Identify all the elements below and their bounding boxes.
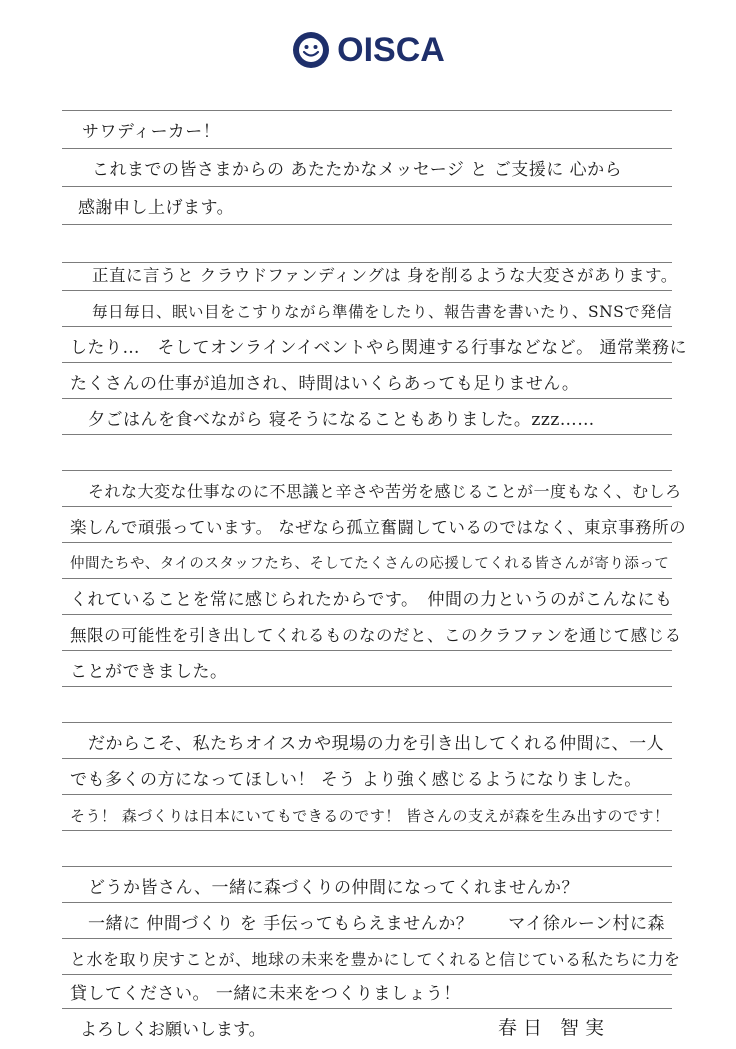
letter-line: くれていることを常に感じられたからです。 仲間の力というのがこんなにも bbox=[70, 590, 673, 610]
ruled-line bbox=[62, 148, 672, 149]
logo-text: OISCA bbox=[337, 30, 445, 69]
letter-line: そう！ 森づくりは日本にいてもできるのです！ 皆さんの支えが森を生み出すのです！ bbox=[70, 807, 670, 825]
ruled-line bbox=[62, 186, 672, 187]
ruled-line bbox=[62, 110, 672, 111]
ruled-line bbox=[62, 614, 672, 615]
letter-line: どうか皆さん、一緒に森づくりの仲間になってくれませんか？ bbox=[88, 878, 580, 898]
letter-line: と水を取り戻すことが、地球の未来を豊かにしてくれると信じている私たちに力を bbox=[70, 950, 681, 969]
ruled-line bbox=[62, 866, 672, 867]
letter-line: ことができました。 bbox=[70, 662, 228, 682]
letter-line: 感謝申し上げます。 bbox=[78, 198, 235, 218]
ruled-line bbox=[62, 722, 672, 723]
ruled-line bbox=[62, 434, 672, 435]
letter-line: だからこそ、私たちオイスカや現場の力を引き出してくれる仲間に、一人 bbox=[88, 734, 665, 754]
ruled-line bbox=[62, 830, 672, 831]
letter-line: たくさんの仕事が追加され、時間はいくらあっても足りません。 bbox=[70, 374, 580, 394]
smiley-logo-icon bbox=[291, 30, 331, 70]
oisca-logo bbox=[0, 30, 736, 70]
letter-line: 仲間たちや、タイのスタッフたち、そしてたくさんの応援してくれる皆さんが寄り添って bbox=[70, 556, 670, 572]
ruled-line bbox=[62, 470, 672, 471]
letter-line: 貸してください。 一緒に未来をつくりましょう！ bbox=[70, 984, 461, 1004]
letter-line: でも多くの方になってほしい！ そう より強く感じるようになりました。 bbox=[70, 770, 642, 790]
ruled-line bbox=[62, 650, 672, 651]
ruled-line bbox=[62, 326, 672, 327]
letter-line: それな大変な仕事なのに不思議と辛さや苦労を感じることが一度もなく、むしろ bbox=[88, 482, 682, 501]
signature: 春日 智実 bbox=[498, 1017, 611, 1039]
ruled-line bbox=[62, 542, 672, 543]
letter-line: 夕ごはんを食べながら 寝そうになることもありました。zzz…… bbox=[88, 410, 595, 430]
ruled-line bbox=[62, 758, 672, 759]
letter-line: 一緒に 仲間づくり を 手伝ってもらえませんか？ マイ徐ルーン村に森 bbox=[88, 914, 666, 934]
ruled-line bbox=[62, 262, 672, 263]
ruled-line bbox=[62, 506, 672, 507]
letter-line: 無限の可能性を引き出してくれるものなのだと、このクラファンを通じて感じる bbox=[70, 626, 682, 645]
letter-line: 正直に言うと クラウドファンディングは 身を削るような大変さがあります。 bbox=[92, 266, 678, 285]
ruled-line bbox=[62, 686, 672, 687]
ruled-line bbox=[62, 794, 672, 795]
letter-line: サワディーカー！ bbox=[82, 122, 221, 142]
ruled-line bbox=[62, 224, 672, 225]
ruled-line bbox=[62, 398, 672, 399]
letter-line: 楽しんで頑張っています。 なぜなら孤立奮闘しているのではなく、東京事務所の bbox=[70, 518, 687, 537]
letter-line: 毎日毎日、眠い目をこすりながら準備をしたり、報告書を書いたり、SNSで発信 bbox=[92, 303, 673, 321]
ruled-line bbox=[62, 290, 672, 291]
letter-line: したり… そしてオンラインイベントやら関連する行事などなど。 通常業務に bbox=[70, 338, 688, 358]
letter-line: これまでの皆さまからの あたたかなメッセージ と ご支援に 心から bbox=[92, 160, 623, 180]
ruled-line bbox=[62, 362, 672, 363]
ruled-line bbox=[62, 902, 672, 903]
closing-line: よろしくお願いします。 bbox=[80, 1020, 266, 1040]
ruled-line bbox=[62, 1008, 672, 1009]
ruled-line bbox=[62, 578, 672, 579]
ruled-line bbox=[62, 974, 672, 975]
ruled-line bbox=[62, 938, 672, 939]
